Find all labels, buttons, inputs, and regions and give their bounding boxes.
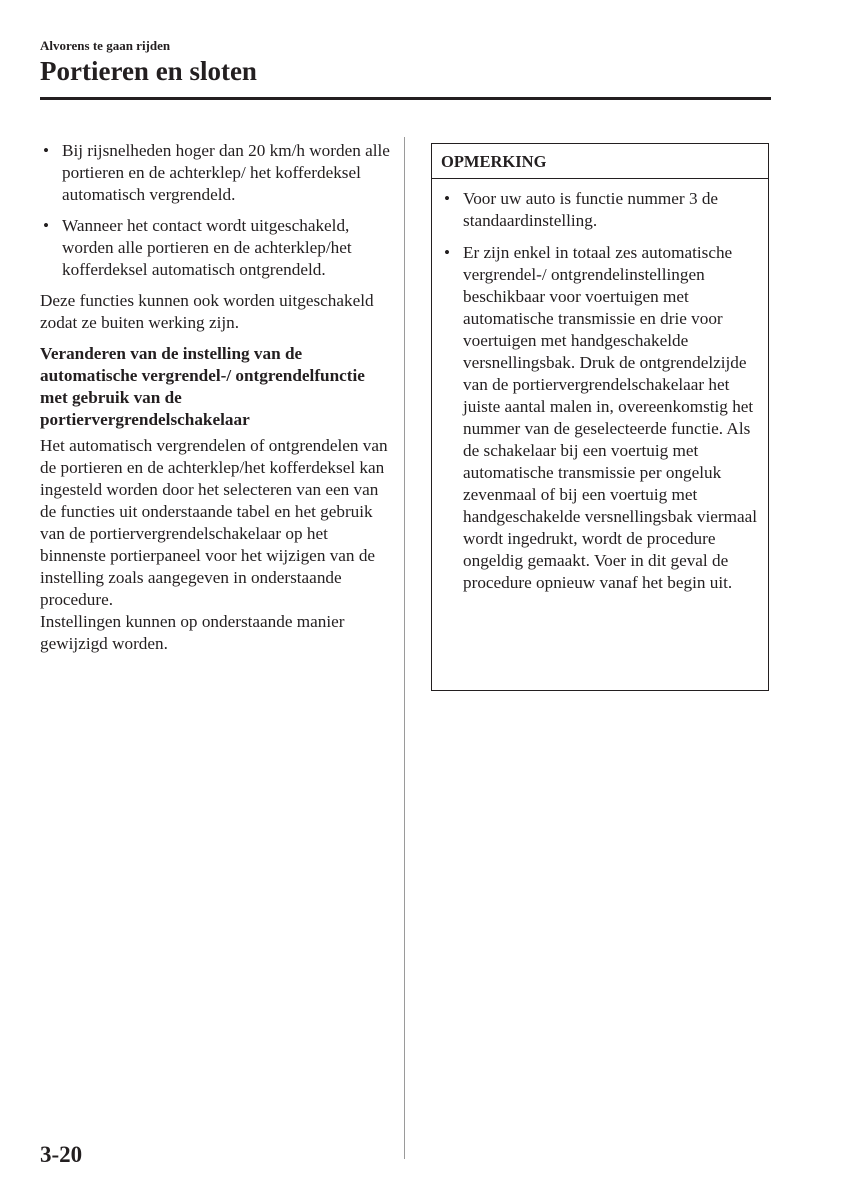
list-item-text: Er zijn enkel in totaal zes automatische vergrendel-/ ontgrendelinstellingen beschikbaar voor voertuigen met automatische transmissie en drie voor voertuigen met handgeschakelde versnellingsbak. Druk de ontgrendelzijde van de portiervergrendelschakelaar het juiste aantal malen in, overeenkomstig het nummer van de geselecteerde functie. Als de schakelaar bij een voertuig met automatische transmissie per ongeluk zevenmaal of bij een voertuig met handgeschakelde versnellingsbak viermaal wordt ingedrukt, wordt de procedure ongeldig gemaakt. Voer in dit geval de procedure opnieuw vanaf het begin uit. [463,243,757,592]
paragraph: Instellingen kunnen op onderstaande manier gewijzigd worden. [40,612,345,653]
subheading: Veranderen van de instelling van de automatische vergrendel-/ ontgrendelfunctie met gebruik van de portiervergrendelschakelaar [40,344,365,429]
title-rule [40,97,771,100]
list-item [40,215,390,281]
list-item-text: Bij rijsnelheden hoger dan 20 km/h worden alle portieren en de achterklep/ het kofferdeksel automatisch vergrendeld. [62,141,390,204]
note-header: OPMERKING [432,144,768,179]
left-column [40,140,390,655]
bullet-icon: • [444,243,451,262]
page-title: Portieren en sloten [40,56,257,86]
column-divider [404,137,405,1159]
paragraph: Deze functies kunnen ook worden uitgeschakeld zodat ze buiten werking zijn. [40,291,374,332]
paragraph: Het automatisch vergrendelen of ontgrendelen van de portieren en de achterklep/het kofferdeksel kan ingesteld worden door het selecteren van een van de functies uit onderstaande tabel en het gebruik van de portiervergrendelschakelaar op het binnenste portierpaneel voor het wijzigen van de instelling zoals aangegeven in onderstaande procedure. [40,436,388,609]
page-number: 3-20 [40,1142,83,1167]
list-item [441,188,758,232]
list-item [40,140,390,206]
list-item-text: Wanneer het contact wordt uitgeschakeld, worden alle portieren en de achterklep/het kofferdeksel automatisch ontgrendeld. [62,216,352,279]
list-item-text: Voor uw auto is functie nummer 3 de standaardinstelling. [463,189,719,230]
list-item [441,242,758,594]
bullet-icon: • [43,141,50,160]
note-bullet-list [441,188,758,594]
note-body [432,179,768,594]
bullet-list [40,140,390,281]
note-box [431,143,769,691]
bullet-icon: • [43,216,50,235]
section-label: Alvorens te gaan rijden [40,38,171,53]
bullet-icon: • [444,189,451,208]
